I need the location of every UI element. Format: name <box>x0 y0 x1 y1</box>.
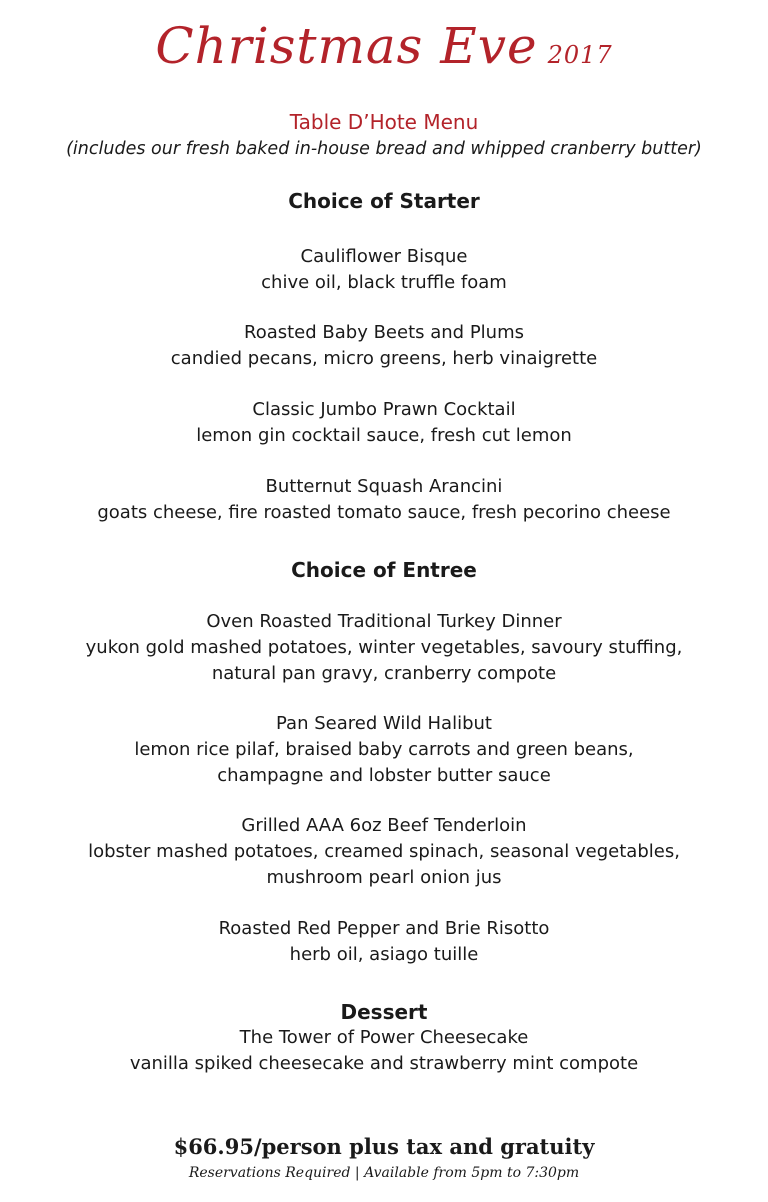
dish-name: Grilled AAA 6oz Beef Tenderloin <box>241 815 527 836</box>
entree-item <box>0 609 768 687</box>
dish-description-cont: champagne and lobster butter sauce <box>217 765 551 786</box>
dish-description-cont: natural pan gravy, cranberry compote <box>211 663 557 684</box>
menu-title: Table D’Hote Menu <box>289 110 479 134</box>
dish-description: lobster mashed potatoes, creamed spinach, seasonal vegetables, <box>88 841 680 862</box>
dish-name: Butternut Squash Arancini <box>265 476 503 497</box>
dish-description: candied pecans, micro greens, herb vinaigrette <box>170 348 598 369</box>
dish-name: Pan Seared Wild Halibut <box>276 713 492 734</box>
dish-description: herb oil, asiago tuille <box>289 944 479 965</box>
dish-name: Oven Roasted Traditional Turkey Dinner <box>206 611 562 632</box>
dish-description: vanilla spiked cheesecake and strawberry mint compote <box>129 1053 639 1074</box>
dish-description: yukon gold mashed potatoes, winter vegetables, savoury stuffing, <box>85 637 683 658</box>
dish-description-cont: mushroom pearl onion jus <box>266 867 502 888</box>
dish-description: lemon rice pilaf, braised baby carrots and green beans, <box>134 739 634 760</box>
starter-item <box>0 244 768 296</box>
dish-description: goats cheese, fire roasted tomato sauce, fresh pecorino cheese <box>97 502 671 523</box>
starter-item <box>0 320 768 372</box>
entree-heading: Choice of Entree <box>291 558 477 582</box>
entree-item <box>0 916 768 968</box>
dessert-item <box>0 1025 768 1077</box>
dish-name: Classic Jumbo Prawn Cocktail <box>252 399 516 420</box>
price-line: $66.95/person plus tax and gratuity <box>173 1134 595 1159</box>
event-title-script: Christmas Eve <box>155 17 538 75</box>
starter-item <box>0 397 768 449</box>
starter-heading: Choice of Starter <box>288 189 480 213</box>
dish-name: Roasted Red Pepper and Brie Risotto <box>218 918 550 939</box>
entree-item <box>0 813 768 891</box>
dish-name: The Tower of Power Cheesecake <box>239 1027 529 1048</box>
dish-name: Cauliflower Bisque <box>300 246 468 267</box>
event-year: 2017 <box>547 41 613 69</box>
entree-item <box>0 711 768 789</box>
starter-item <box>0 474 768 526</box>
dessert-heading: Dessert <box>340 1000 428 1024</box>
event-title <box>0 6 768 95</box>
menu-subtitle: (includes our fresh baked in-house bread and whipped cranberry butter) <box>66 139 702 159</box>
dish-name: Roasted Baby Beets and Plums <box>244 322 524 343</box>
dish-description: chive oil, black truffle foam <box>261 272 507 293</box>
reservation-note: Reservations Required | Available from 5pm to 7:30pm <box>188 1165 580 1181</box>
dish-description: lemon gin cocktail sauce, fresh cut lemon <box>196 425 572 446</box>
